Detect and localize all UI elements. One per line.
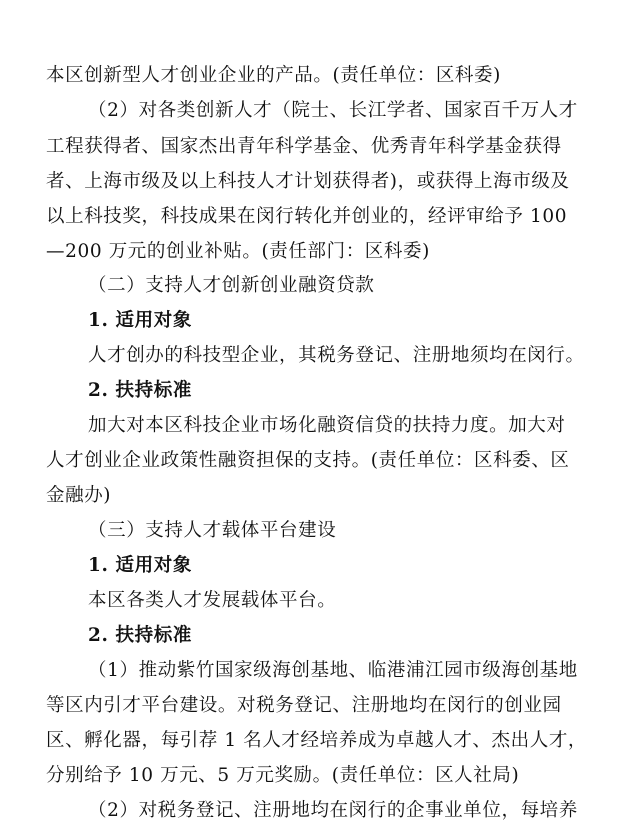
body-text-line: 加大对本区科技企业市场化融资信贷的扶持力度。加大对 [88,415,566,436]
section-heading: （二）支持人才创新创业融资贷款 [88,275,375,296]
body-text-line: （2）对各类创新人才（院士、长江学者、国家百千万人才 [88,100,578,121]
body-text-line: 等区内引才平台建设。对税务登记、注册地均在闵行的创业园 [46,695,562,716]
subsection-heading: 1. 适用对象 [88,555,192,576]
body-text-line: （2）对税务登记、注册地均在闵行的企事业单位，每培养 [88,800,578,821]
body-text-line: 区、孵化器，每引荐 1 名人才经培养成为卓越人才、杰出人才， [46,730,588,751]
body-text-line: 人才创办的科技型企业，其税务登记、注册地须均在闵行。 [88,345,585,366]
body-text-line: 者、上海市级及以上科技人才计划获得者)，或获得上海市级及 [46,171,570,192]
body-text-line: 金融办) [46,485,112,506]
body-text-line: 人才创业企业政策性融资担保的支持。(责任单位：区科委、区 [46,450,570,471]
subsection-heading: 2. 扶持标准 [88,625,192,646]
body-text-line: 本区各类人才发展载体平台。 [88,590,337,611]
subsection-heading: 1. 适用对象 [88,310,192,331]
body-text-line: 工程获得者、国家杰出青年科学基金、优秀青年科学基金获得 [46,136,562,157]
body-text-line: （1）推动紫竹国家级海创基地、临港浦江园市级海创基地 [88,660,578,681]
body-text-line: —200 万元的创业补贴。(责任部门：区科委) [46,241,430,262]
body-text-line: 本区创新型人才创业企业的产品。(责任单位：区科委) [46,65,501,86]
section-heading: （三）支持人才载体平台建设 [88,520,337,541]
body-text-line: 分别给予 10 万元、5 万元奖励。(责任单位：区人社局) [46,765,520,786]
body-text-line: 以上科技奖，科技成果在闵行转化并创业的，经评审给予 100 [46,206,568,227]
subsection-heading: 2. 扶持标准 [88,380,192,401]
